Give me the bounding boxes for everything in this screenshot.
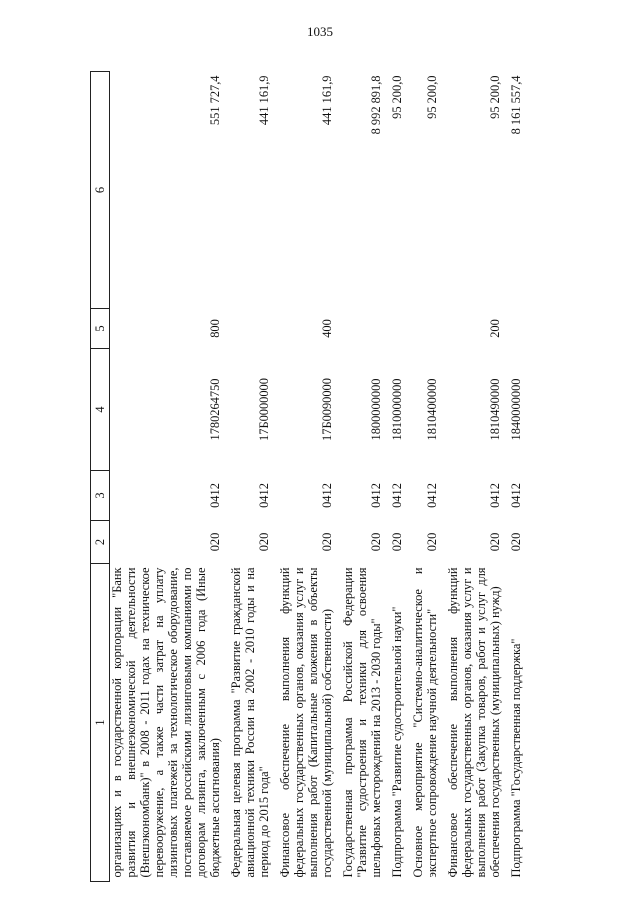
row-section: 0412 [488,483,503,508]
row-ministry: 020 [509,532,524,552]
header-row [91,72,110,882]
rotated-table-container [90,72,640,882]
row-section: 0412 [257,483,272,508]
row-kind: 400 [320,319,335,338]
row-ministry: 020 [208,532,223,552]
row-amount: 8 992 891,8 [369,75,384,135]
row-target: 1800000000 [369,378,384,441]
row-name: организациях и в государственной корпорации "Банк развития и внешнеэкономической деятельности (Внешэкономбанк)" в 2008 - 2011 годах на техническое перевооружение, а также части затрат на уплату лизинговых платежей за технологическое оборудование, поставляемое российскими лизинговыми компаниями по договорам лизинга, заключенным с 2006 года (Иные бюджетные ассигнования) [110,567,223,878]
row-name: Подпрограмма "Государственная поддержка" [509,638,524,878]
column-header-2: 2 [91,521,110,564]
row-section: 0412 [369,483,384,508]
table-row [272,72,335,882]
page-number: 1035 [307,24,333,39]
row-section: 0412 [425,483,440,508]
row-ministry: 020 [257,532,272,552]
row-amount: 95 200,0 [488,75,503,119]
table-row [405,72,440,882]
row-target: 17Б0000000 [257,378,272,441]
row-ministry: 020 [390,532,405,552]
row-kind: 800 [208,319,223,338]
row-kind: 200 [488,319,503,338]
row-name: Финансовое обеспечение выполнения функций федеральных государственных органов, оказания услуг и выполнения работ (Закупка товаров, работ и услуг для обеспечения государственных (муниципальных) нужд) [446,567,503,878]
row-kind [223,309,272,349]
row-kind [405,309,440,349]
column-header-6: 6 [91,72,110,309]
row-section: 0412 [509,483,524,508]
row-target: 1810000000 [390,378,405,441]
row-target: 1810400000 [425,378,440,441]
row-amount: 551 727,4 [208,75,223,126]
row-amount: 95 200,0 [425,75,440,119]
row-section: 0412 [320,483,335,508]
row-target: 1780264750 [208,378,223,441]
column-header-5: 5 [91,309,110,349]
row-kind [503,309,524,349]
budget-table [90,71,524,882]
row-kind [384,309,405,349]
row-target: 1810490000 [488,378,503,441]
row-name: Подпрограмма "Развитие судостроительной науки" [390,606,405,878]
row-name: Финансовое обеспечение выполнения функций федеральных государственных органов, оказания услуг и выполнения работ (Капитальные вложения в объекты государственной (муниципальной) собственности) [278,567,335,878]
table-row [223,72,272,882]
row-name: Федеральная целевая программа "Развитие гражданской авиационной техники России на 2002 - 2010 годы и на период до 2015 года" [229,567,272,878]
row-target: 1840000000 [509,378,524,441]
row-ministry: 020 [320,532,335,552]
row-ministry: 020 [488,532,503,552]
column-header-1: 1 [91,564,110,882]
row-amount: 441 161,9 [257,75,272,126]
table-row [440,72,503,882]
table-row [335,72,384,882]
row-section: 0412 [208,483,223,508]
column-header-3: 3 [91,471,110,521]
row-amount: 8 161 557,4 [509,75,524,135]
row-name: Основное мероприятие "Системно-аналитическое и экспертное сопровождение научной деятельности" [411,567,440,878]
row-amount: 95 200,0 [390,75,405,119]
table-row [384,72,405,882]
row-kind [335,309,384,349]
row-ministry: 020 [425,532,440,552]
row-section: 0412 [390,483,405,508]
table-row [110,72,224,882]
row-target: 17Б0090000 [320,378,335,441]
row-amount: 441 161,9 [320,75,335,126]
row-ministry: 020 [369,532,384,552]
column-header-4: 4 [91,349,110,471]
row-name: Государственная программа Российской Федерации "Развитие судостроения и техники для освоения шельфовых месторождений на 2013 - 2030 годы" [341,567,384,878]
table-row [503,72,524,882]
